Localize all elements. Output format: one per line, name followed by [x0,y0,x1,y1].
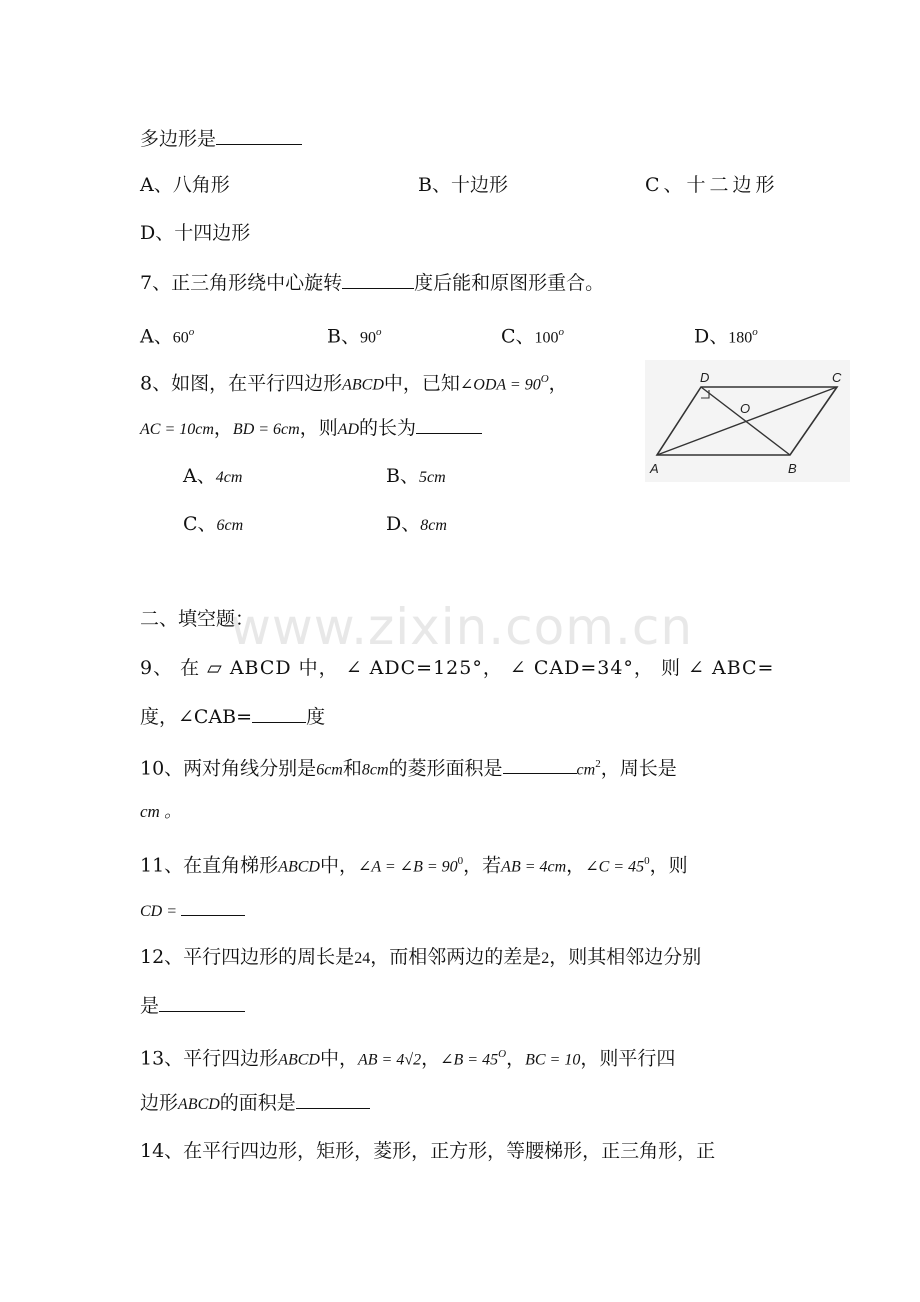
q9-stem-line2: 度，∠CAB= 度 [140,706,326,728]
label-d: D [700,370,710,385]
q12-stem: 12、平行四边形的周长是24，而相邻两边的差是2，则其相邻边分别 [140,946,702,968]
q8-option-c: C、6cm [183,513,244,535]
answer-blank [159,993,245,1012]
q7-option-a: A、60$^o$ [140,325,195,348]
q13-stem: 13、平行四边形ABCD中，AB = 4√2，∠B = $45^O$，BC = 10，则平行四 [140,1047,676,1070]
q8-stem: 8、如图，在平行四边形ABCD中，已知∠ODA = $90^O$， [140,372,568,395]
section-title: 二、填空题： [140,608,255,630]
q12-stem-line2: 是 [140,993,245,1018]
q13-stem-line2: 边形ABCD的面积是 [140,1090,370,1117]
answer-blank [216,126,302,145]
q11-stem-line2: CD = [140,897,245,924]
answer-blank [296,1090,370,1109]
answer-blank [252,704,306,723]
q8-option-b: B、5cm [386,465,446,487]
q8-option-d: D、8cm [386,513,447,535]
q6-option-d: D、十四边形 [140,222,251,244]
q9-stem: 9、 在 ▱ ABCD 中， ∠ ADC=125°， ∠ CAD=34°， 则 ∠ ABC= [140,657,775,679]
q7-option-b: B、90$^o$ [327,325,382,348]
answer-blank [416,415,482,434]
label-c: C [832,370,842,385]
q6-option-a: A、八角形 [140,174,230,196]
parallelogram-figure [645,360,850,482]
watermark: www.zixin.com.cn [230,598,694,656]
q6-option-c: C、十二边形 [645,174,779,196]
q8-option-a: A、4cm [183,465,243,487]
answer-blank [342,270,414,289]
q7-option-d: D、180$^o$ [694,325,758,348]
answer-blank [503,755,577,774]
q6-option-b: B、十边形 [418,174,508,196]
label-b: B [788,461,797,476]
label-o: O [740,401,751,416]
q10-stem-line2: cm 。 [140,802,182,821]
q7-stem: 7、正三角形绕中心旋转 度后能和原图形重合。 [140,272,605,294]
q8-stem-line2: AC = 10cm，BD = 6cm，则AD的长为 [140,415,482,442]
q6-stem: 多边形是 [140,126,302,151]
q7-option-c: C、100$^o$ [501,325,565,348]
q14-stem: 14、在平行四边形，矩形，菱形，正方形，等腰梯形，正三角形，正 [140,1140,716,1162]
q10-stem: 10、两对角线分别是6cm和8cm的菱形面积是 $cm^2$，周长是 [140,757,677,780]
label-a: A [650,461,659,476]
q11-stem: 11、在直角梯形ABCD中，∠A = ∠B = $90^0$，若AB = 4cm，∠C = $45^0$，则 [140,854,688,877]
answer-blank [181,897,245,916]
